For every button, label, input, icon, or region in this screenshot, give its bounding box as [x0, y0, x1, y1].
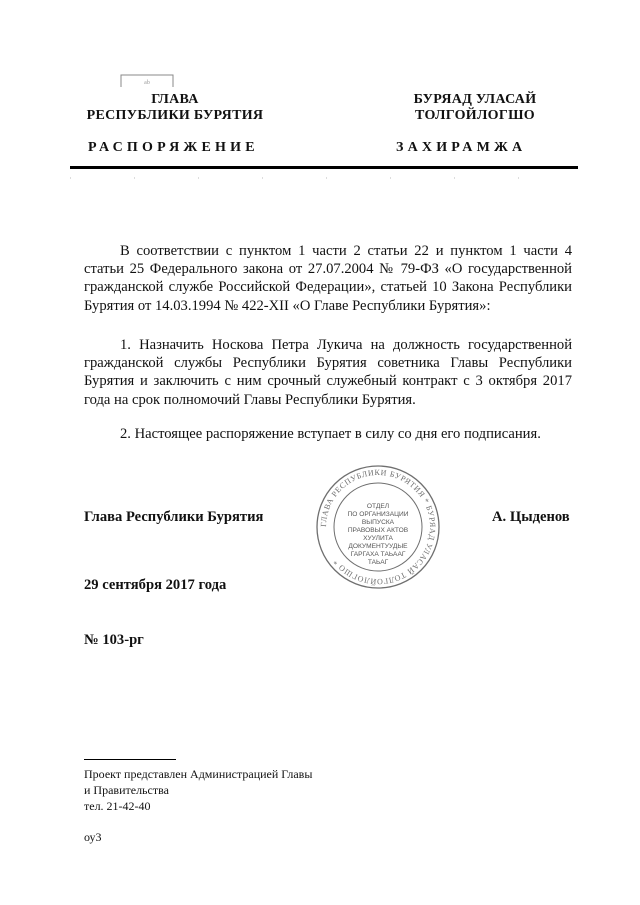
official-seal: [315, 464, 441, 590]
header-left-subtitle: РЕСПУБЛИКИ БУРЯТИЯ: [86, 108, 264, 123]
intro-paragraph: В соответствии с пунктом 1 части 2 статьи 22 и пунктом 1 части 4 статьи 25 Федерального закона от 27.07.2004 № 79-ФЗ «О государственной гражданской службе Российской Федерации», статьей 10 Закона Республики Бурятия от 14.03.1994 № 422-XII «О Главе Республики Бурятия»:: [84, 243, 572, 314]
seal-line-2: ПО ОРГАНИЗАЦИИ: [347, 511, 409, 518]
footnote-prepared-by-cont: и Правительства: [84, 783, 169, 797]
header-right-subtitle: ТОЛГОЙЛОГШО: [415, 108, 535, 123]
document-date: 29 сентября 2017 года: [84, 577, 227, 593]
footnote-phone: тел. 21-42-40: [84, 799, 151, 813]
svg-text:ab: ab: [144, 80, 150, 86]
seal-line-5: ХУУЛИТА: [363, 535, 393, 542]
seal-line-8: ТАЬАГ: [367, 559, 389, 566]
document-type-russian: РАСПОРЯЖЕНИЕ: [88, 140, 259, 155]
header-right-title: БУРЯАД УЛАСАЙ: [413, 92, 537, 107]
header-dotted-divider: [70, 174, 578, 182]
seal-line-1: ОТДЕЛ: [366, 503, 390, 510]
seal-line-4: ПРАВОВЫХ АКТОВ: [347, 527, 409, 534]
header-divider: [70, 166, 578, 169]
footnote-divider: [84, 759, 176, 760]
footnote-prepared-by: Проект представлен Администрацией Главы: [84, 767, 313, 781]
seal-line-3: ВЫПУСКА: [361, 519, 395, 526]
registration-corner-mark: [120, 74, 174, 88]
signatory-title: Глава Республики Бурятия: [84, 509, 264, 525]
footnote-code: оу3: [84, 830, 102, 844]
header-right-block: [380, 92, 570, 124]
document-number: № 103-рг: [84, 632, 144, 648]
signatory-name: А. Цыденов: [492, 509, 570, 525]
seal-line-7: ГАРГАХА ТАЬААГ: [350, 551, 406, 558]
seal-line-6: ДОКУМЕНТУУДЫЕ: [348, 543, 408, 550]
header-left-block: [80, 92, 270, 124]
order-item-2: 2. Настоящее распоряжение вступает в силу со дня его подписания.: [120, 426, 541, 442]
order-item-1: 1. Назначить Носкова Петра Лукича на должность государственной гражданской службы Республики Бурятия советника Главы Республики Бурятия и заключить с ним срочный служебный контракт с 3 октября 2017 года на срок полномочий Главы Республики Бурятия.: [84, 337, 572, 408]
document-type-buryat: ЗАХИРАМЖА: [396, 140, 527, 155]
header-left-title: ГЛАВА: [151, 92, 199, 107]
seal-ring-text: ГЛАВА РЕСПУБЛИКИ БУРЯТИЯ * БУРЯАД УЛАСАЙ ТОЛГОЙЛОГШО *: [318, 467, 438, 587]
